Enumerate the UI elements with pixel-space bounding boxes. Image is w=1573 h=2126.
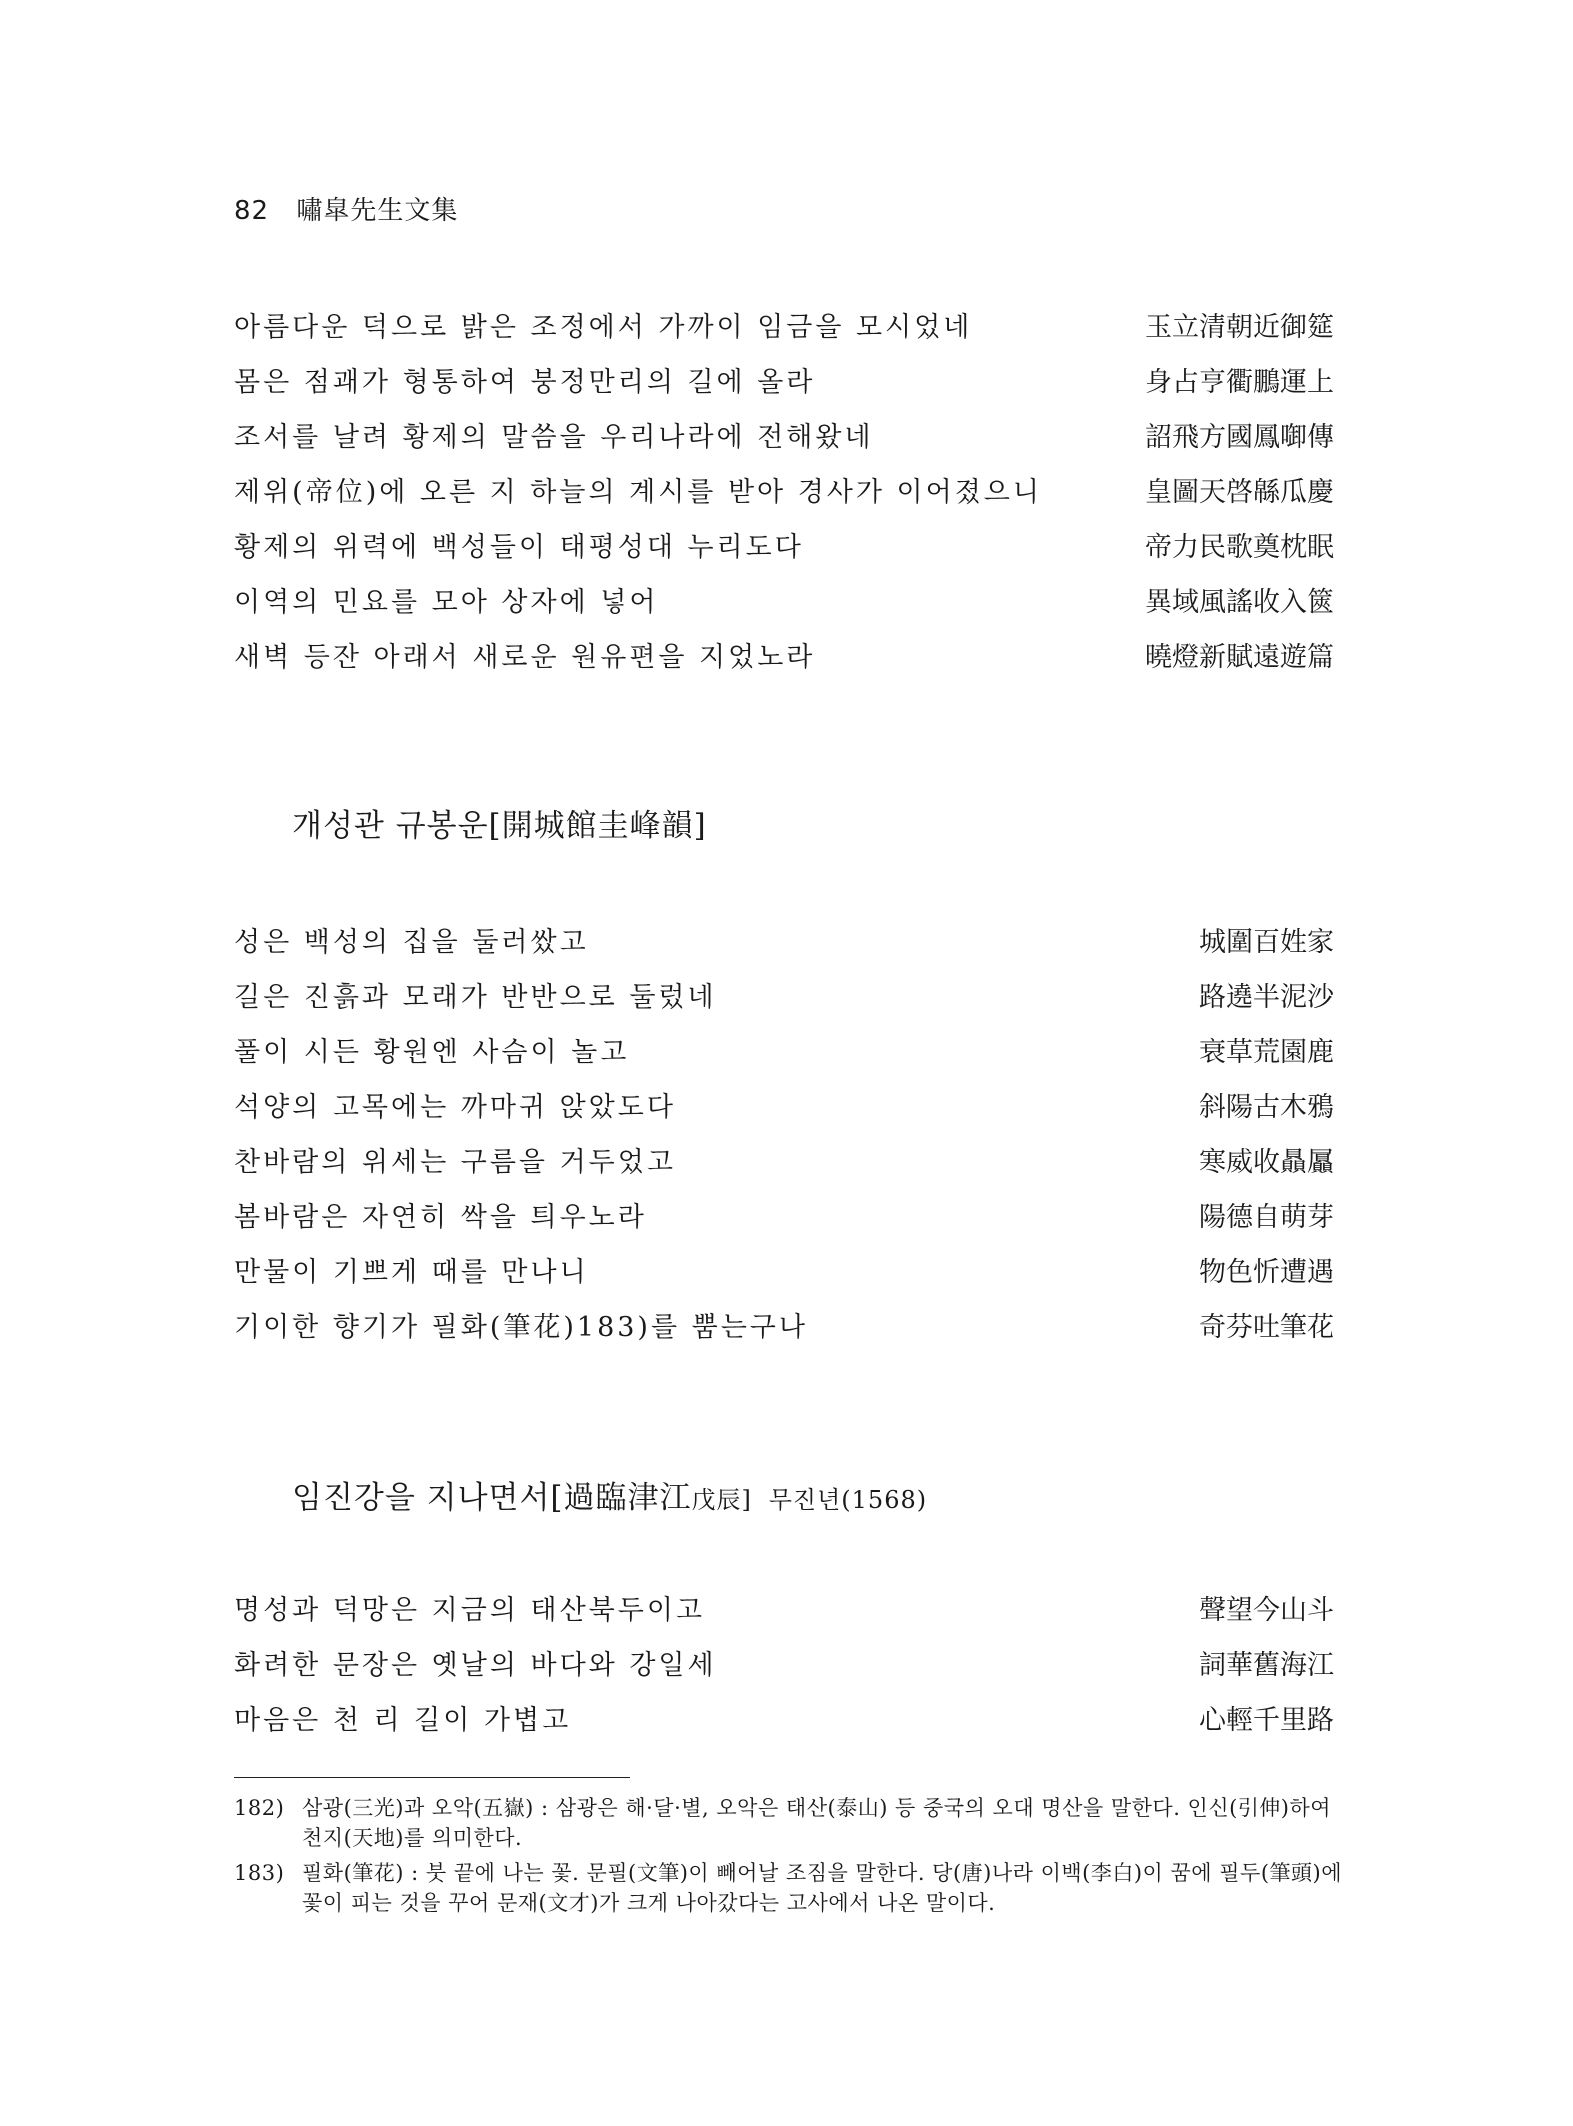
verse-line bbox=[234, 970, 1334, 1025]
verse-line bbox=[234, 1190, 1334, 1245]
hanja-original: 聲望今山斗 bbox=[1199, 1595, 1334, 1626]
verse-line bbox=[234, 915, 1334, 970]
hanja-original: 詔飛方國鳳啣傳 bbox=[1145, 422, 1334, 453]
korean-translation: 석양의 고목에는 까마귀 앉았도다 bbox=[234, 1092, 676, 1123]
verse-line bbox=[234, 300, 1334, 355]
poem-3 bbox=[234, 1583, 1334, 1748]
verse-line bbox=[234, 1638, 1334, 1693]
verse-line bbox=[234, 1025, 1334, 1080]
poem-2 bbox=[234, 915, 1334, 1355]
hanja-original: 物色忻遭遇 bbox=[1199, 1257, 1334, 1288]
hanja-original: 城圍百姓家 bbox=[1199, 927, 1334, 958]
hanja-original: 帝力民歌奠枕眠 bbox=[1145, 532, 1334, 563]
korean-translation: 만물이 기쁘게 때를 만나니 bbox=[234, 1257, 589, 1288]
korean-translation: 마음은 천 리 길이 가볍고 bbox=[234, 1705, 572, 1736]
footnote-text: 필화(筆花) : 붓 끝에 나는 꽃. 문필(文筆)이 빼어날 조짐을 말한다. 당(唐)나라 이백(李白)이 꿈에 필두(筆頭)에 꽃이 피는 것을 꾸어 문재(文才)가 크게 나아갔다는 고사에서 나온 말이다. bbox=[302, 1861, 1342, 1915]
hanja-original: 皇圖天啓緜瓜慶 bbox=[1145, 477, 1334, 508]
korean-translation: 조서를 날려 황제의 말씀을 우리나라에 전해왔네 bbox=[234, 422, 874, 453]
poem-3-date-note: 무진년(1568) bbox=[768, 1486, 928, 1514]
footnote-marker: 183) bbox=[234, 1861, 285, 1885]
hanja-original: 奇芬吐筆花 bbox=[1199, 1312, 1334, 1343]
verse-line bbox=[234, 1080, 1334, 1135]
korean-translation: 황제의 위력에 백성들이 태평성대 누리도다 bbox=[234, 532, 804, 563]
korean-translation: 봄바람은 자연히 싹을 틔우노라 bbox=[234, 1202, 647, 1233]
verse-line bbox=[234, 1135, 1334, 1190]
korean-translation: 기이한 향기가 필화(筆花)183)를 뿜는구나 bbox=[234, 1312, 808, 1343]
poem-3-title-sub: 戊辰] bbox=[691, 1486, 752, 1514]
hanja-original: 玉立清朝近御筵 bbox=[1145, 312, 1334, 343]
hanja-original: 寒威收贔屭 bbox=[1199, 1147, 1334, 1178]
hanja-original: 路遶半泥沙 bbox=[1199, 982, 1334, 1013]
verse-line bbox=[234, 1583, 1334, 1638]
page-number: 82 bbox=[234, 196, 270, 226]
running-head bbox=[234, 190, 458, 227]
verse-line bbox=[234, 1300, 1334, 1355]
footnote-marker: 182) bbox=[234, 1796, 285, 1820]
verse-line bbox=[234, 410, 1334, 465]
verse-line bbox=[234, 355, 1334, 410]
korean-translation: 길은 진흙과 모래가 반반으로 둘렀네 bbox=[234, 982, 717, 1013]
verse-line bbox=[234, 1693, 1334, 1748]
hanja-original: 身占亨衢鵬運上 bbox=[1145, 367, 1334, 398]
korean-translation: 새벽 등잔 아래서 새로운 원유편을 지었노라 bbox=[234, 642, 816, 673]
footnote-183 bbox=[234, 1858, 1344, 1918]
book-title: 嘯皐先生文集 bbox=[296, 196, 459, 226]
poem-3-title bbox=[292, 1472, 927, 1517]
korean-translation: 화려한 문장은 옛날의 바다와 강일세 bbox=[234, 1650, 717, 1681]
hanja-original: 異域風謠收入篋 bbox=[1145, 587, 1334, 618]
hanja-original: 衰草荒園鹿 bbox=[1199, 1037, 1334, 1068]
verse-line bbox=[234, 630, 1334, 685]
poem-2-title: 개성관 규봉운[開城館圭峰韻] bbox=[292, 808, 707, 844]
verse-line bbox=[234, 520, 1334, 575]
korean-translation: 풀이 시든 황원엔 사슴이 놀고 bbox=[234, 1037, 630, 1068]
verse-line bbox=[234, 1245, 1334, 1300]
verse-line bbox=[234, 575, 1334, 630]
footnote-182 bbox=[234, 1793, 1344, 1853]
korean-translation: 이역의 민요를 모아 상자에 넣어 bbox=[234, 587, 659, 618]
korean-translation: 몸은 점괘가 형통하여 붕정만리의 길에 올라 bbox=[234, 367, 816, 398]
hanja-original: 斜陽古木鴉 bbox=[1199, 1092, 1334, 1123]
poem-3-title-main: 임진강을 지나면서[過臨津江 bbox=[292, 1480, 692, 1516]
korean-translation: 아름다운 덕으로 밝은 조정에서 가까이 임금을 모시었네 bbox=[234, 312, 973, 343]
footnote-text: 삼광(三光)과 오악(五嶽) : 삼광은 해·달·별, 오악은 태산(泰山) 등 중국의 오대 명산을 말한다. 인신(引伸)하여 천지(天地)를 의미한다. bbox=[302, 1796, 1332, 1850]
hanja-original: 曉燈新賦遠遊篇 bbox=[1145, 642, 1334, 673]
verse-line bbox=[234, 465, 1334, 520]
korean-translation: 찬바람의 위세는 구름을 거두었고 bbox=[234, 1147, 676, 1178]
hanja-original: 心輕千里路 bbox=[1199, 1705, 1334, 1736]
korean-translation: 명성과 덕망은 지금의 태산북두이고 bbox=[234, 1595, 705, 1626]
korean-translation: 성은 백성의 집을 둘러쌌고 bbox=[234, 927, 589, 958]
hanja-original: 詞華舊海江 bbox=[1199, 1650, 1334, 1681]
korean-translation: 제위(帝位)에 오른 지 하늘의 계시를 받아 경사가 이어졌으니 bbox=[234, 477, 1042, 508]
poem-1 bbox=[234, 300, 1334, 685]
hanja-original: 陽德自萌芽 bbox=[1199, 1202, 1334, 1233]
footnote-separator bbox=[234, 1777, 630, 1778]
